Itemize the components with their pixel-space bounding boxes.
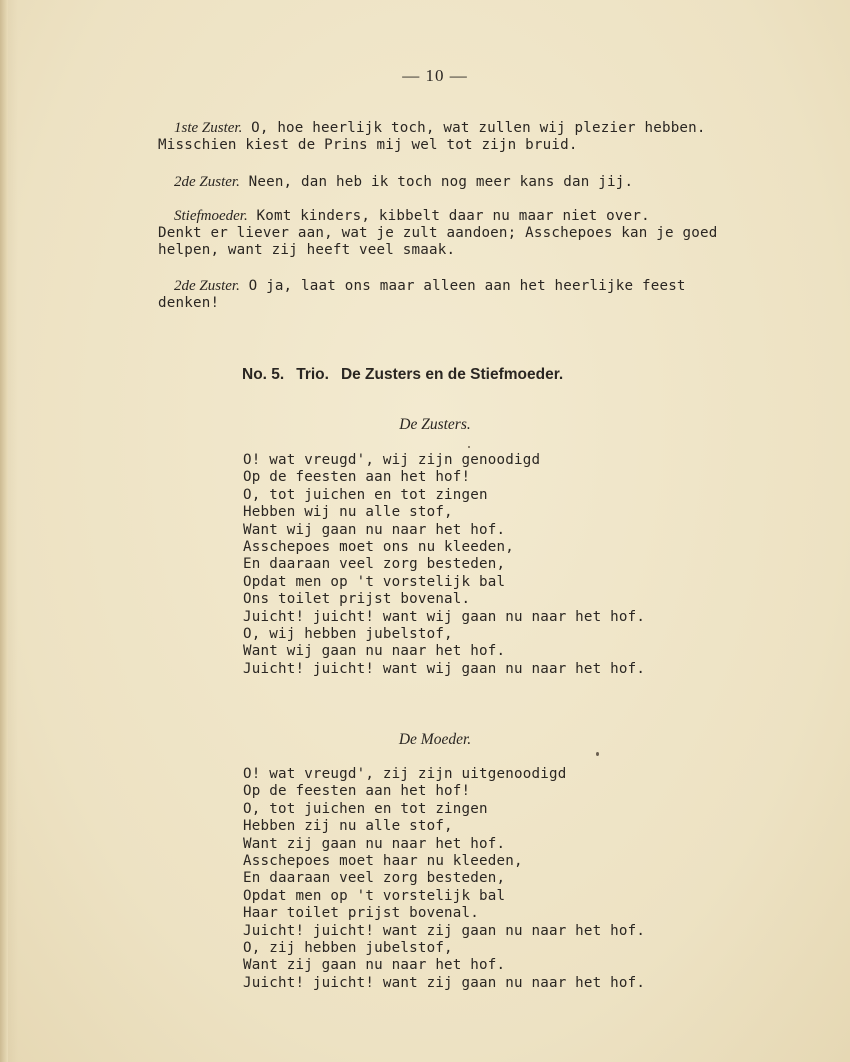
verse-line: O, tot juichen en tot zingen	[243, 800, 488, 817]
dialogue-continuation: Misschien kiest de Prins mij wel tot zijn bruid.	[158, 137, 578, 153]
verse-line: Hebben zij nu alle stof,	[243, 818, 453, 835]
verse-line: Want zij gaan nu naar het hof.	[243, 957, 506, 974]
dialogue-text: O, hoe heerlijk toch, wat zullen wij plezier hebben.	[251, 120, 706, 136]
song-number: No. 5.	[242, 366, 285, 383]
speaker-name: 2de Zuster.	[174, 174, 240, 190]
dialogue-paragraph	[158, 208, 718, 259]
dialogue-continuation: Denkt er liever aan, wat je zult aandoen; Asschepoes kan je goed helpen, want zij heeft veel smaak.	[158, 225, 718, 258]
dialogue-paragraph	[158, 278, 718, 312]
dialogue-text: O ja, laat ons maar alleen aan het heerlijke feest	[248, 278, 686, 294]
verse-line: Want wij gaan nu naar het hof.	[243, 643, 506, 660]
paper-speck	[468, 446, 470, 448]
verse-line: Opdat men op 't vorstelijk bal	[243, 887, 506, 904]
speaker-name: Stiefmoeder.	[174, 208, 248, 224]
verse-line: Op de feesten aan het hof!	[243, 783, 471, 800]
verse-line: Juicht! juicht! want wij gaan nu naar het hof.	[243, 608, 646, 625]
verse-line: En daaraan veel zorg besteden,	[243, 870, 506, 887]
verse-line: O, zij hebben jubelstof,	[243, 940, 453, 957]
verse-line: Opdat men op 't vorstelijk bal	[243, 573, 506, 590]
verse-line: O! wat vreugd', zij zijn uitgenoodigd	[243, 766, 567, 782]
page-number: — 10 —	[402, 66, 468, 85]
verse-line: Op de feesten aan het hof!	[243, 469, 471, 486]
speaker-name: 2de Zuster.	[174, 278, 240, 294]
verse-line: O, wij hebben jubelstof,	[243, 626, 453, 643]
verse-line: O, tot juichen en tot zingen	[243, 486, 488, 503]
verse-moeder	[243, 766, 645, 992]
verse-line: Hebben wij nu alle stof,	[243, 504, 453, 521]
dialogue-continuation: denken!	[158, 295, 220, 311]
paper-speck	[596, 752, 599, 756]
part-title-zusters: De Zusters.	[399, 416, 471, 433]
song-title: De Zusters en de Stiefmoeder.	[340, 366, 564, 383]
song-type: Trio.	[296, 366, 329, 383]
verse-line: Asschepoes moet ons nu kleeden,	[243, 539, 514, 556]
verse-line: Haar toilet prijst bovenal.	[243, 905, 480, 922]
speaker-name: 1ste Zuster.	[174, 120, 243, 136]
part-title-moeder: De Moeder.	[398, 731, 472, 748]
dialogue-text: Komt kinders, kibbelt daar nu maar niet over.	[256, 208, 650, 224]
page-spine-shadow	[0, 0, 8, 1062]
verse-line: Asschepoes moet haar nu kleeden,	[243, 853, 523, 870]
dialogue-paragraph	[158, 120, 718, 154]
verse-line: Juicht! juicht! want zij gaan nu naar het hof.	[243, 974, 646, 991]
verse-line: Juicht! juicht! want zij gaan nu naar het hof.	[243, 922, 646, 939]
song-heading	[242, 366, 563, 384]
verse-line: Juicht! juicht! want wij gaan nu naar het hof.	[243, 660, 646, 677]
verse-line: En daaraan veel zorg besteden,	[243, 556, 506, 573]
verse-line: Ons toilet prijst bovenal.	[243, 591, 471, 608]
verse-line: Want wij gaan nu naar het hof.	[243, 521, 506, 538]
verse-zusters	[243, 452, 645, 678]
dialogue-text: Neen, dan heb ik toch nog meer kans dan jij.	[248, 174, 634, 190]
verse-line: O! wat vreugd', wij zijn genoodigd	[243, 452, 541, 468]
dialogue-paragraph	[158, 174, 718, 191]
verse-line: Want zij gaan nu naar het hof.	[243, 835, 506, 852]
